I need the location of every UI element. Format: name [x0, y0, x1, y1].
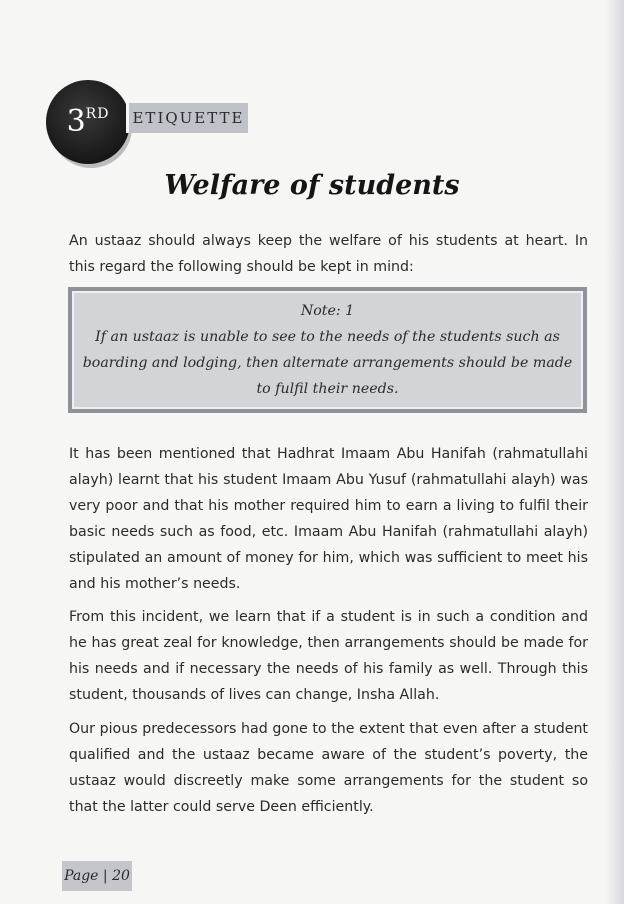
page-number-tag	[62, 861, 132, 891]
body-paragraph: It has been mentioned that Hadhrat Imaam Abu Hanifah (rahmatullahi alayh) learnt that his student Imaam Abu Yusuf (rahmatullahi alayh) was very poor and that his mother required him to earn a living to fulfil their basic needs such as food, etc. Imaam Abu Hanifah (rahmatullahi alayh) stipulated an amount of money for him, which was sufficient to meet his and his mother’s needs.	[69, 446, 588, 592]
page-title: Welfare of students	[164, 170, 460, 201]
chapter-number-suffix: RD	[85, 106, 110, 122]
note-text: If an ustaaz is unable to see to the needs of the students such as boarding and lodging, then alternate arrangements should be made to fulfil their needs.	[82, 329, 573, 397]
intro-paragraph: An ustaaz should always keep the welfare of his students at heart. In this regard the following should be kept in mind:	[69, 233, 588, 275]
chapter-number-badge	[46, 80, 130, 164]
page-edge-shadow	[606, 0, 624, 904]
chapter-label: ETIQUETTE	[132, 109, 245, 127]
chapter-label-bar	[126, 103, 248, 133]
body-paragraph: Our pious predecessors had gone to the extent that even after a student qualified and the ustaaz became aware of the student’s poverty, the ustaaz would discreetly make some arrangements for the student so that the latter could serve Deen efficiently.	[69, 721, 588, 815]
note-heading: Note: 1	[300, 303, 355, 319]
chapter-number: 3	[66, 104, 86, 139]
note-box	[68, 287, 587, 413]
body-paragraph: From this incident, we learn that if a student is in such a condition and he has great zeal for knowledge, then arrangements should be made for his needs and if necessary the needs of his family as well. Through this student, thousands of lives can change, Insha Allah.	[69, 609, 588, 703]
page-number: Page | 20	[64, 868, 130, 884]
note-box-inner	[72, 291, 583, 409]
